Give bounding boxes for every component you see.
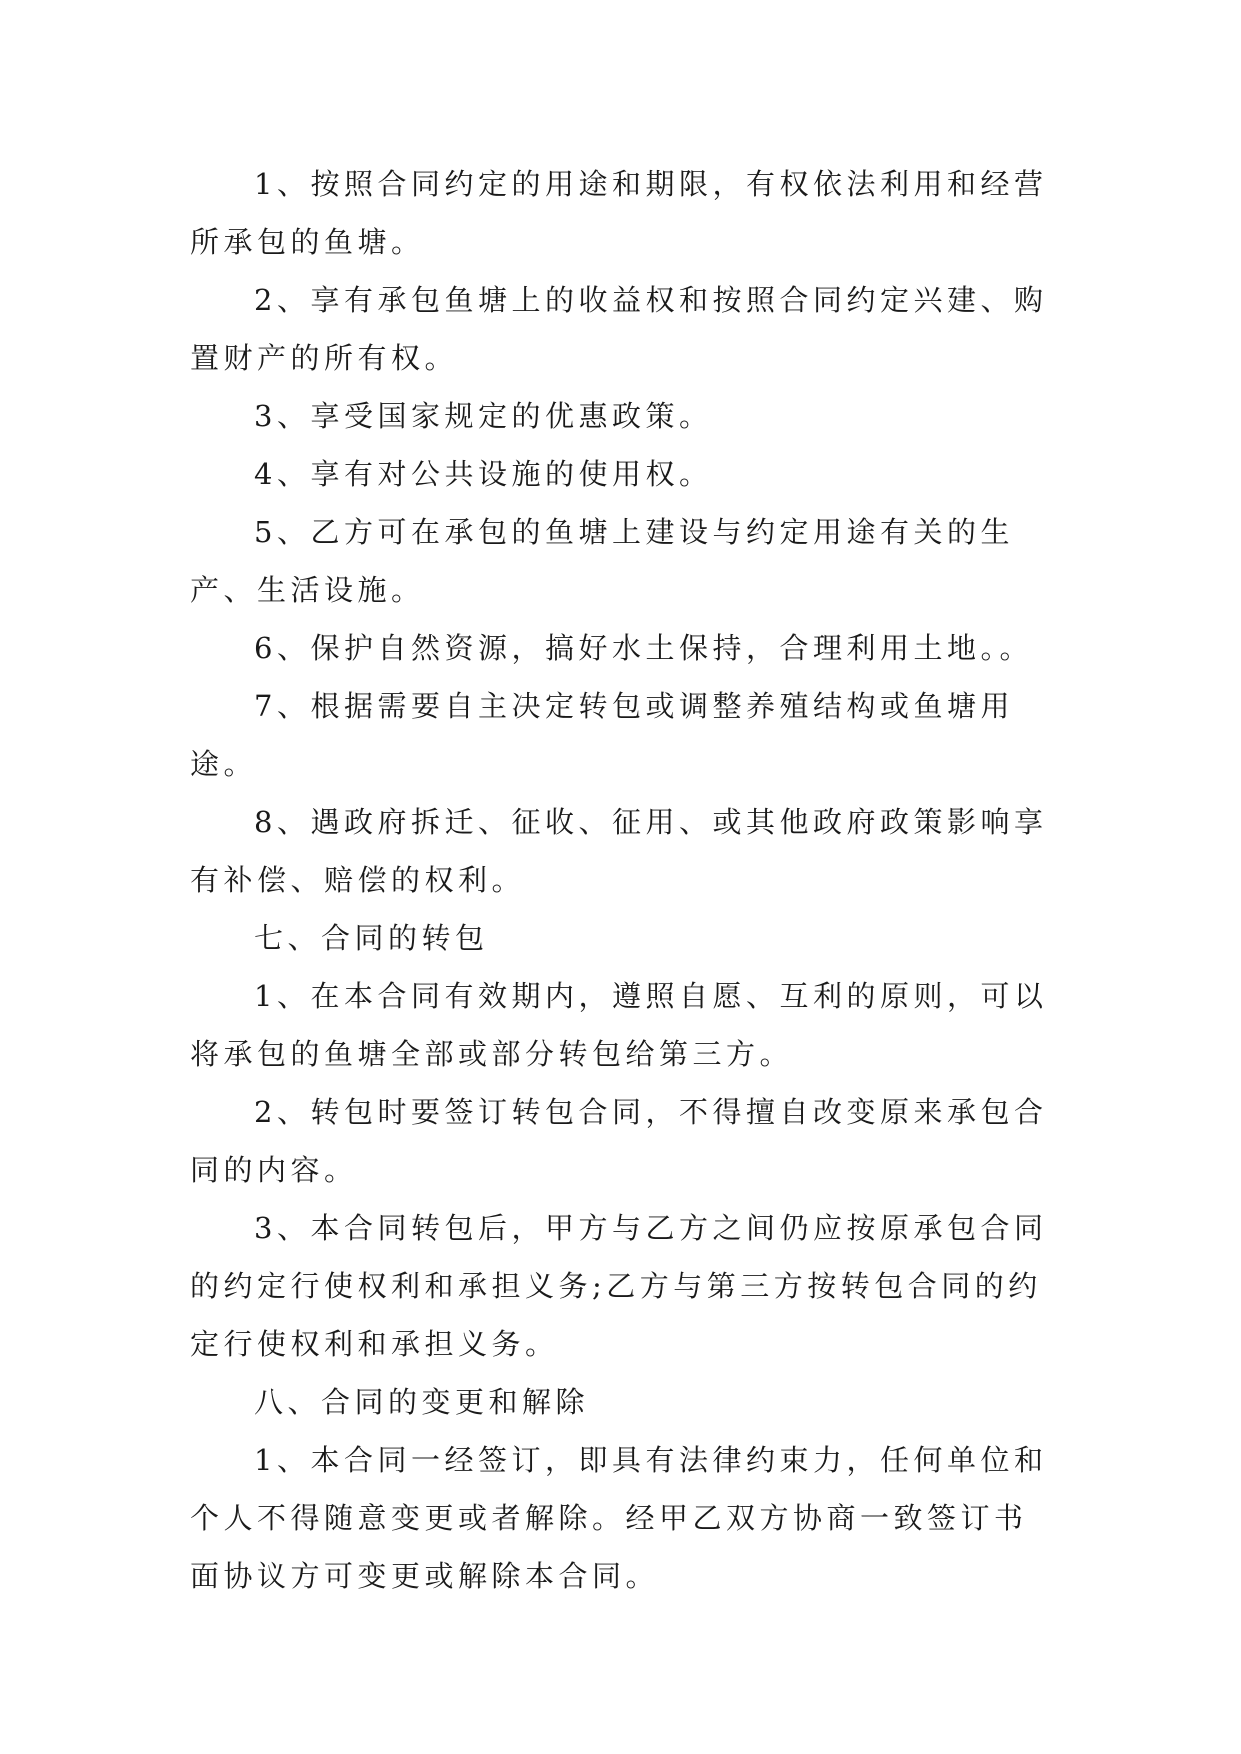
paragraph-right-8: 8、遇政府拆迁、征收、征用、或其他政府政策影响享有补偿、赔偿的权利。 bbox=[190, 805, 1048, 897]
paragraph-change-1: 1、本合同一经签订，即具有法律约束力，任何单位和个人不得随意变更或者解除。经甲乙双方协商一致签订书面协议方可变更或解除本合同。 bbox=[190, 1443, 1048, 1593]
paragraph-right-6: 6、保护自然资源，搞好水土保持，合理利用土地。。 bbox=[254, 631, 1033, 665]
paragraph-right-7: 7、根据需要自主决定转包或调整养殖结构或鱼塘用途。 bbox=[190, 689, 1014, 781]
section-heading-8: 八、合同的变更和解除 bbox=[254, 1385, 590, 1419]
paragraph-sublease-3: 3、本合同转包后，甲方与乙方之间仍应按原承包合同的约定行使权利和承担义务;乙方与第三方按转包合同的约定行使权利和承担义务。 bbox=[190, 1211, 1048, 1361]
paragraph-right-5: 5、乙方可在承包的鱼塘上建设与约定用途有关的生产、生活设施。 bbox=[190, 515, 1014, 607]
document-body bbox=[190, 155, 1060, 1605]
paragraph-right-4: 4、享有对公共设施的使用权。 bbox=[254, 457, 713, 491]
paragraph-right-1: 1、按照合同约定的用途和期限，有权依法利用和经营所承包的鱼塘。 bbox=[190, 167, 1048, 259]
paragraph-right-3: 3、享受国家规定的优惠政策。 bbox=[254, 399, 713, 433]
paragraph-right-2: 2、享有承包鱼塘上的收益权和按照合同约定兴建、购置财产的所有权。 bbox=[190, 283, 1048, 375]
section-heading-7: 七、合同的转包 bbox=[254, 921, 489, 955]
paragraph-sublease-2: 2、转包时要签订转包合同，不得擅自改变原来承包合同的内容。 bbox=[190, 1095, 1048, 1187]
paragraph-sublease-1: 1、在本合同有效期内，遵照自愿、互利的原则，可以将承包的鱼塘全部或部分转包给第三方。 bbox=[190, 979, 1048, 1071]
